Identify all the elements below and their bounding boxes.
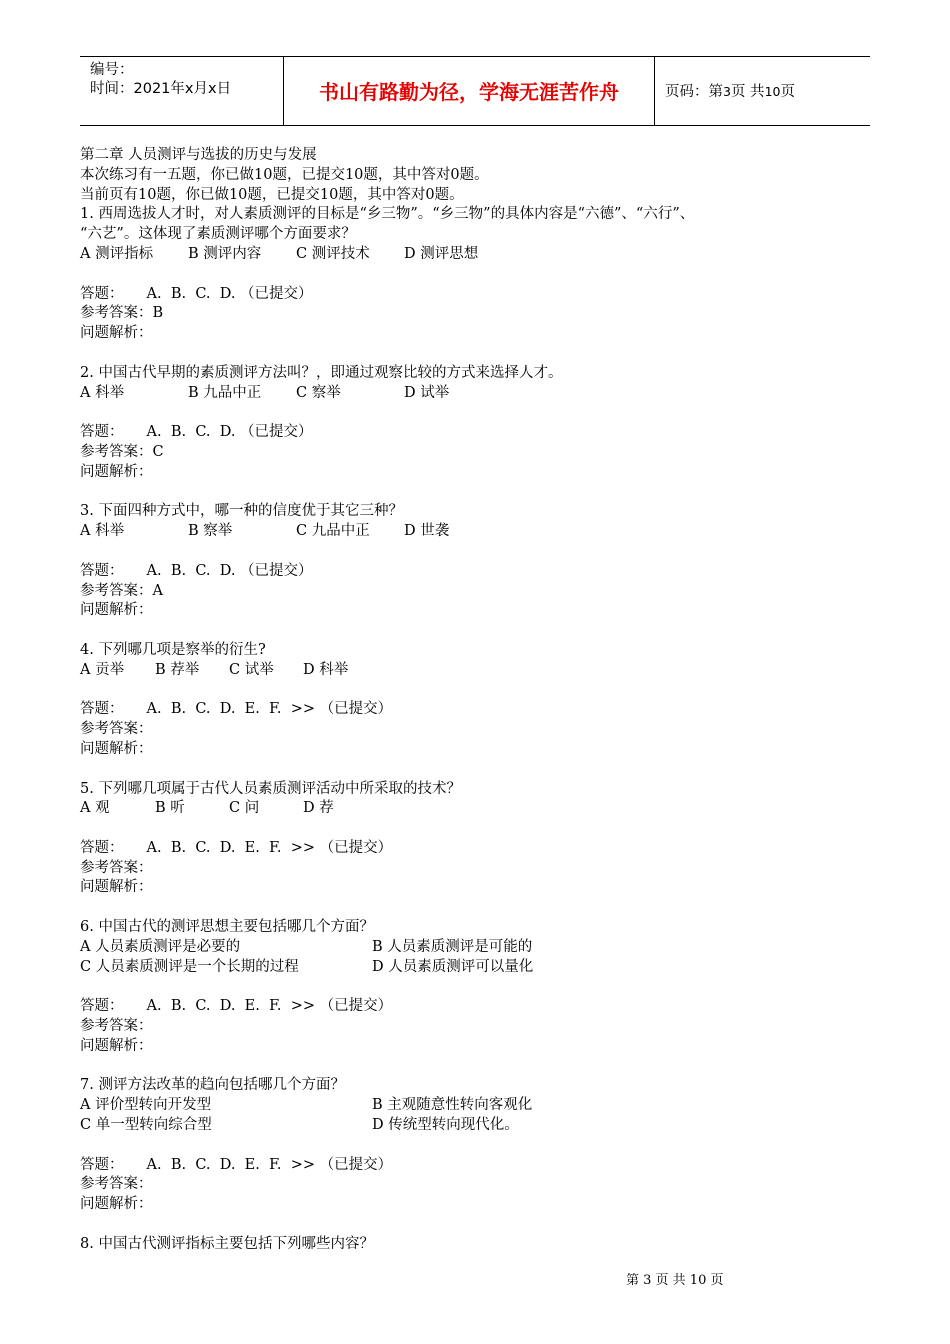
- reference-answer: 参考答案：C: [80, 443, 164, 460]
- spacer: [80, 681, 880, 701]
- question-block: [80, 502, 880, 641]
- answer-choices: 答题： A. B. C. D. （已提交）: [80, 424, 313, 441]
- spacer: [80, 977, 880, 997]
- reference-answer: 参考答案：: [80, 1018, 153, 1035]
- option-item: A 观: [80, 800, 110, 817]
- document-time-label: 时间：2021年x月x日: [90, 81, 232, 97]
- header-motto: 书山有路勤为径，学海无涯苦作舟: [319, 80, 619, 104]
- question-analysis: 问题解析：: [80, 463, 153, 480]
- option-item: A 科举: [80, 523, 125, 540]
- page-code-mid: 页 共: [730, 84, 765, 100]
- option-item: B 主观随意性转向客观化: [372, 1097, 533, 1114]
- option-item: C 问: [229, 800, 260, 817]
- option-item: A 人员素质测评是必要的: [80, 938, 241, 955]
- spacer: [80, 760, 880, 780]
- option-row: [80, 1116, 880, 1136]
- option-row: [80, 958, 880, 978]
- spacer: [80, 403, 880, 423]
- reference-answer: 参考答案：B: [80, 305, 164, 322]
- question-analysis: 问题解析：: [80, 1037, 153, 1054]
- spacer: [80, 483, 880, 503]
- question-block: [80, 1235, 880, 1255]
- question-text: 7. 测评方法改革的趋向包括哪几个方面？: [80, 1077, 345, 1094]
- option-item: D 人员素质测评可以量化: [372, 958, 534, 975]
- answer-choices: 答题： A. B. C. D. （已提交）: [80, 285, 313, 302]
- option-item: B 九品中正: [188, 384, 262, 401]
- spacer: [80, 265, 880, 285]
- answer-choices: 答题： A. B. C. D. （已提交）: [80, 562, 313, 579]
- question-text: 6. 中国古代的测评思想主要包括哪几个方面？: [80, 919, 374, 936]
- answer-choices: 答题： A. B. C. D. E. F. >> （已提交）: [80, 839, 393, 856]
- option-item: A 测评指标: [80, 245, 154, 262]
- option-item: B 察举: [188, 523, 233, 540]
- document-header: [80, 56, 870, 126]
- page-footer: 第 3 页 共 10 页: [626, 1273, 724, 1288]
- question-text: “六艺”。这体现了素质测评哪个方面要求？: [80, 226, 356, 243]
- answer-choices: 答题： A. B. C. D. E. F. >> （已提交）: [80, 701, 393, 718]
- option-row: [80, 1096, 880, 1116]
- option-row: [80, 522, 880, 542]
- question-text: 1. 西周选拔人才时，对人素质测评的目标是“乡三物”。“乡三物”的具体内容是“六德”、“六行”、: [80, 206, 695, 223]
- option-row: [80, 245, 880, 265]
- option-item: C 测评技术: [296, 245, 370, 262]
- option-item: C 九品中正: [296, 523, 370, 540]
- option-row: [80, 661, 880, 681]
- option-item: B 荐举: [155, 661, 200, 678]
- page-code-total: 10: [764, 84, 781, 99]
- reference-answer: 参考答案：A: [80, 582, 163, 599]
- option-item: C 人员素质测评是一个长期的过程: [80, 958, 299, 975]
- question-block: [80, 641, 880, 780]
- option-item: D 试举: [404, 384, 450, 401]
- option-item: D 传统型转向现代化。: [372, 1117, 519, 1134]
- option-item: D 世袭: [404, 523, 450, 540]
- question-block: [80, 918, 880, 1076]
- option-item: A 科举: [80, 384, 125, 401]
- spacer: [80, 819, 880, 839]
- question-analysis: 问题解析：: [80, 602, 153, 619]
- header-left-cell: [80, 57, 284, 125]
- spacer: [80, 344, 880, 364]
- question-analysis: 问题解析：: [80, 1196, 153, 1213]
- option-row: [80, 938, 880, 958]
- document-body: [80, 146, 880, 1255]
- reference-answer: 参考答案：: [80, 721, 153, 738]
- spacer: [80, 1136, 880, 1156]
- question-text: 5. 下列哪几项属于古代人员素质测评活动中所采取的技术？: [80, 780, 461, 797]
- option-row: [80, 384, 880, 404]
- spacer: [80, 898, 880, 918]
- page-code-suffix: 页: [780, 84, 795, 100]
- page-code: [665, 83, 795, 101]
- option-item: A 贡举: [80, 661, 125, 678]
- header-middle-cell: [284, 57, 655, 125]
- summary-line: 当前页有10题，你已做10题，已提交10题，其中答对0题。: [80, 186, 464, 203]
- page-code-current: 3: [723, 84, 731, 99]
- question-text: 4. 下列哪几项是察举的衍生?: [80, 641, 266, 658]
- answer-choices: 答题： A. B. C. D. E. F. >> （已提交）: [80, 998, 393, 1015]
- spacer: [80, 1057, 880, 1077]
- option-item: D 科举: [303, 661, 349, 678]
- chapter-title: 第二章 人员测评与选拔的历史与发展: [80, 147, 317, 163]
- spacer: [80, 542, 880, 562]
- question-analysis: 问题解析：: [80, 325, 153, 342]
- question-analysis: 问题解析：: [80, 740, 153, 757]
- option-row: [80, 799, 880, 819]
- option-item: B 人员素质测评是可能的: [372, 938, 533, 955]
- spacer: [80, 1215, 880, 1235]
- question-block: [80, 364, 880, 503]
- option-item: D 荐: [303, 800, 334, 817]
- question-list: [80, 205, 880, 1254]
- header-right-cell: [655, 57, 870, 125]
- option-item: A 评价型转向开发型: [80, 1097, 212, 1114]
- question-block: [80, 1076, 880, 1234]
- document-number-label: 编号：: [90, 62, 134, 78]
- reference-answer: 参考答案：: [80, 859, 153, 876]
- reference-answer: 参考答案：: [80, 1176, 153, 1193]
- option-item: B 测评内容: [188, 245, 262, 262]
- option-item: B 听: [155, 800, 185, 817]
- spacer: [80, 621, 880, 641]
- answer-choices: 答题： A. B. C. D. E. F. >> （已提交）: [80, 1156, 393, 1173]
- option-item: C 试举: [229, 661, 274, 678]
- summary-line: 本次练习有一五题，你已做10题，已提交10题，其中答对0题。: [80, 166, 489, 183]
- option-item: C 察举: [296, 384, 341, 401]
- option-item: C 单一型转向综合型: [80, 1117, 212, 1134]
- question-block: [80, 780, 880, 919]
- option-item: D 测评思想: [404, 245, 479, 262]
- question-block: [80, 205, 880, 363]
- question-analysis: 问题解析：: [80, 879, 153, 896]
- question-text: 3. 下面四种方式中，哪一种的信度优于其它三种？: [80, 503, 403, 520]
- page-code-prefix: 页码：第: [665, 84, 723, 100]
- question-text: 2. 中国古代早期的素质测评方法叫？，即通过观察比较的方式来选择人才。: [80, 364, 563, 381]
- question-text: 8. 中国古代测评指标主要包括下列哪些内容？: [80, 1235, 374, 1252]
